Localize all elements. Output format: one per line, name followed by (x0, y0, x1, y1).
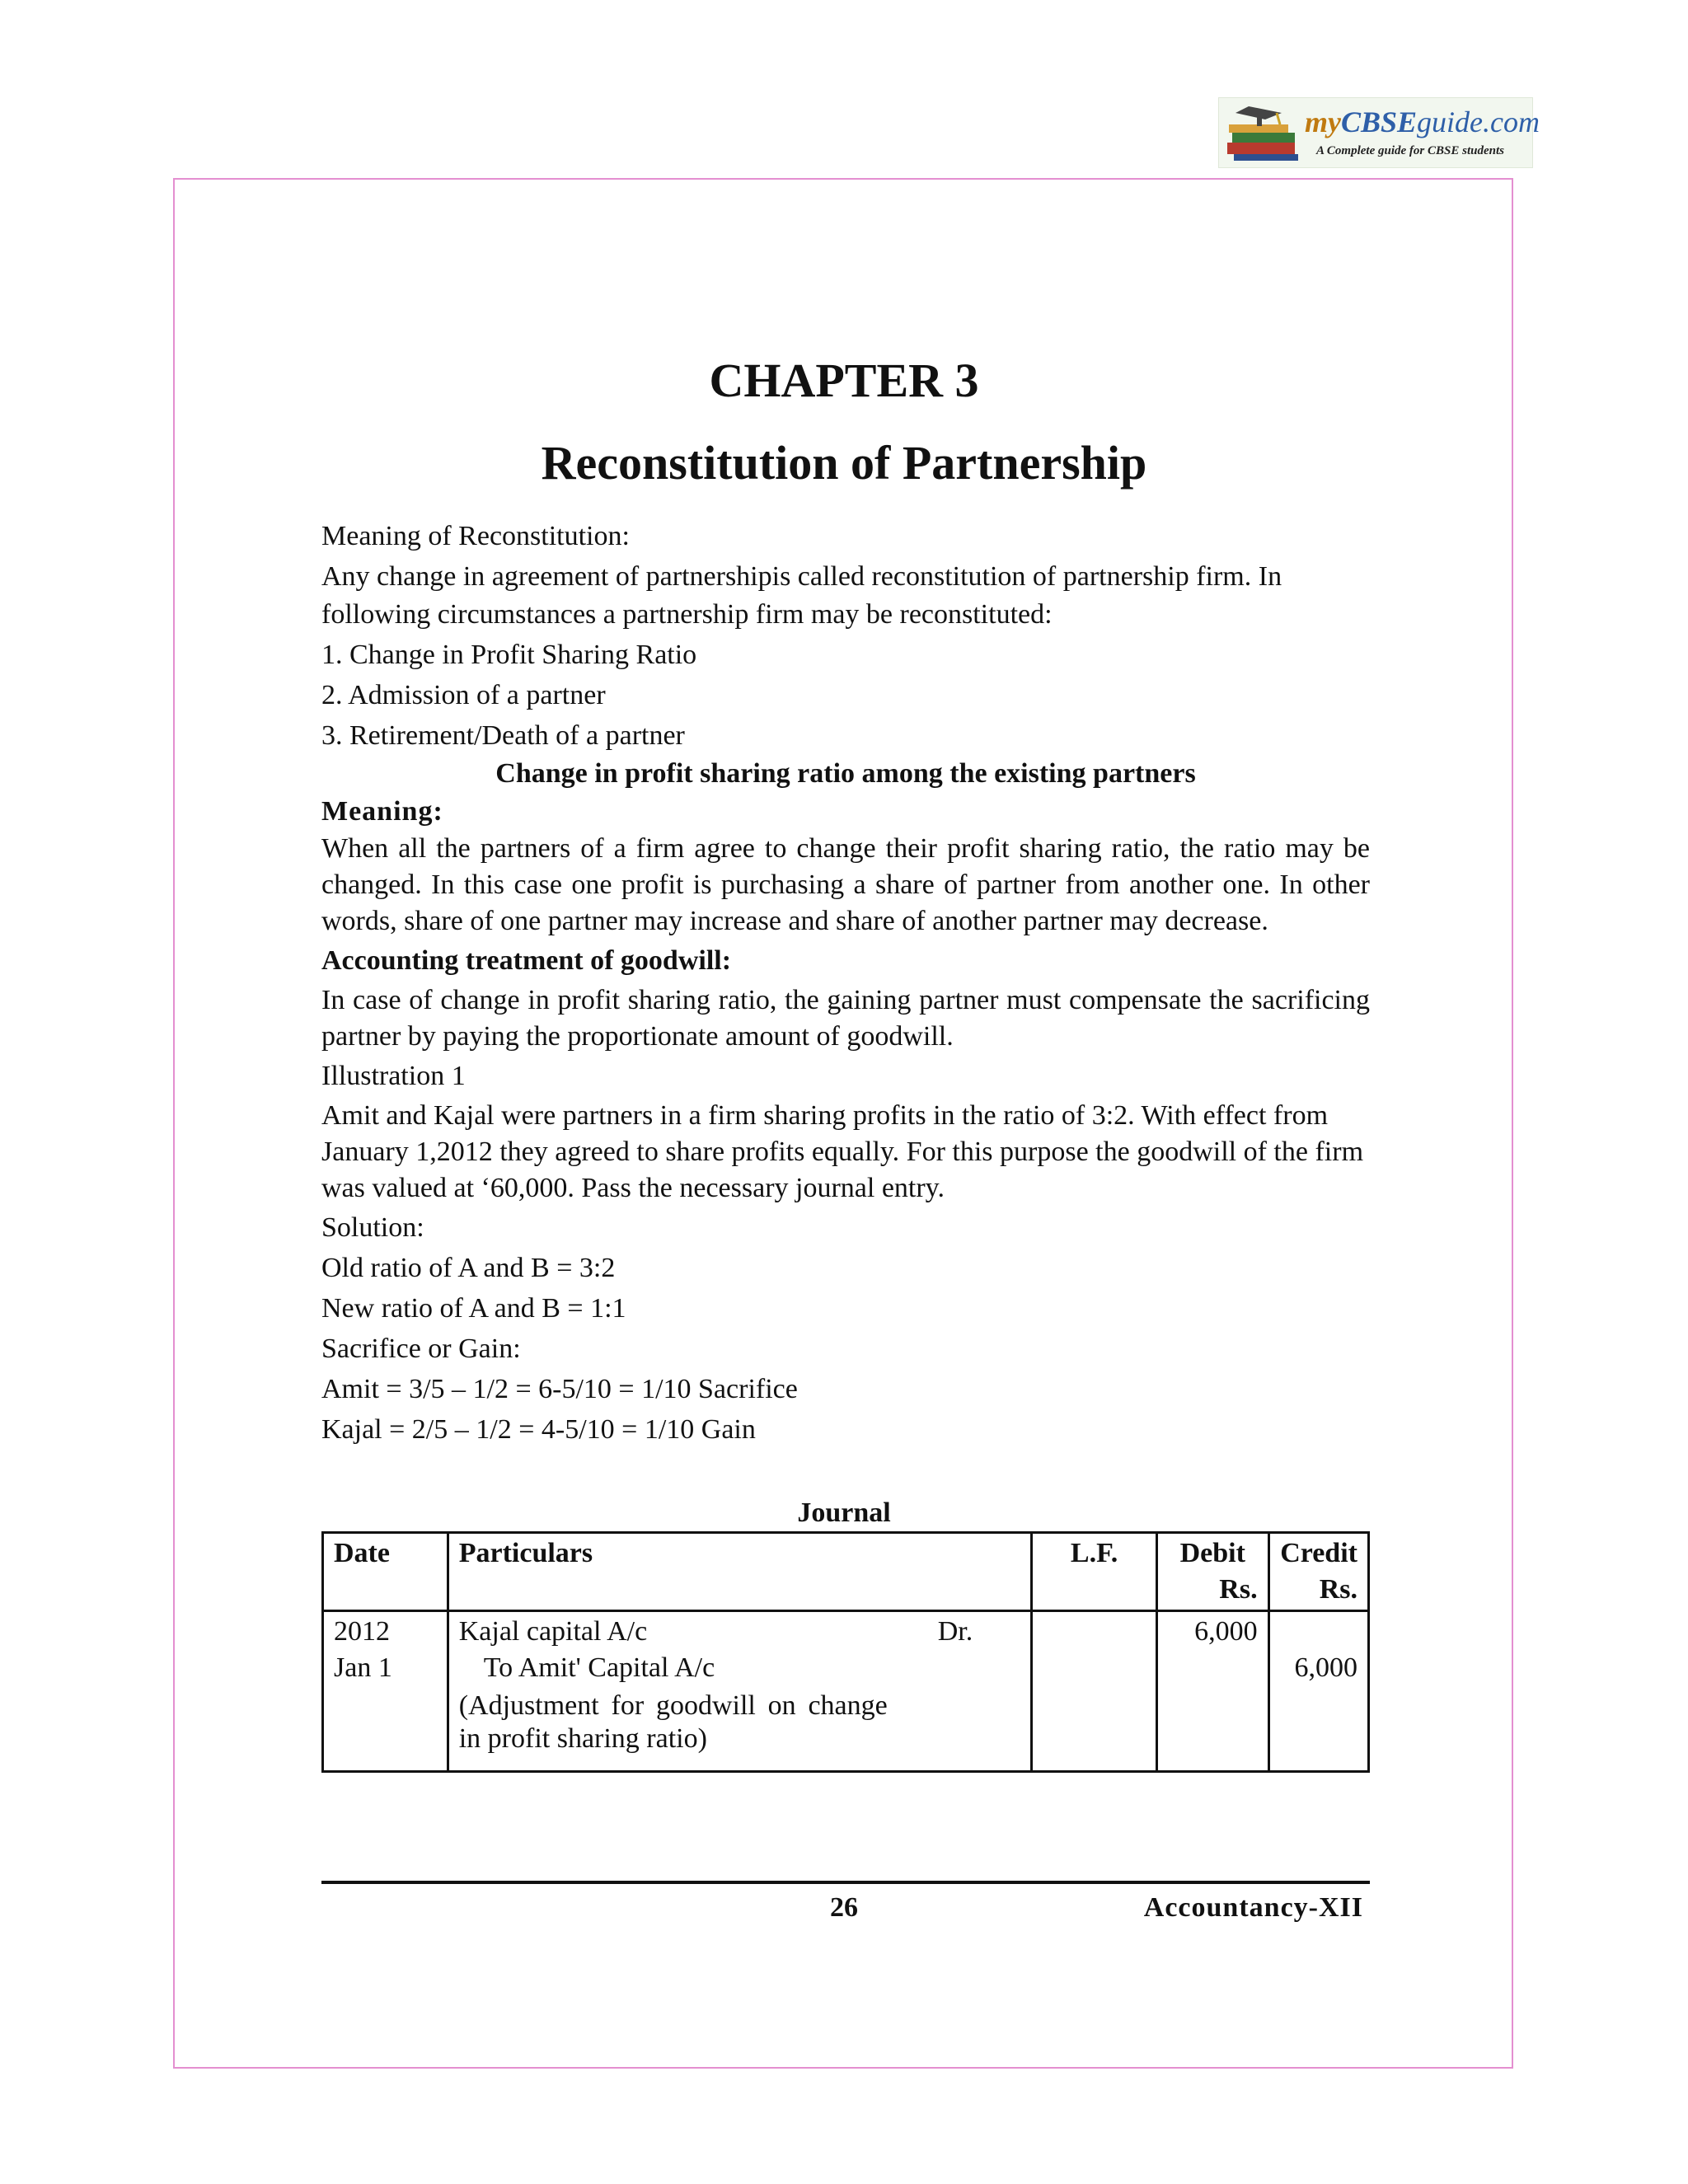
header-credit-unit: Rs. (1319, 1574, 1357, 1605)
header-particulars: Particulars (448, 1533, 1031, 1611)
chapter-title: Reconstitution of Partnership (541, 436, 1147, 490)
entry-debit: 6,000 (1156, 1611, 1268, 1772)
entry-year: 2012 (334, 1616, 390, 1647)
chapter-number: CHAPTER 3 (709, 354, 979, 407)
book-name: Accountancy-XII (1143, 1892, 1363, 1923)
narration: (Adjustment for goodwill on change in profit sharing ratio) (458, 1690, 888, 1754)
entry-particulars (448, 1611, 1031, 1772)
meaning-label: Meaning of Reconstitution: (321, 521, 630, 551)
list-item: 2. Admission of a partner (321, 680, 606, 710)
list-item: 3. Retirement/Death of a partner (321, 720, 685, 751)
page-number: 26 (830, 1892, 858, 1923)
journal-entry-row (323, 1611, 1369, 1772)
entry-day: Jan 1 (334, 1652, 392, 1683)
logo-wordmark: myCBSEguide.com (1305, 105, 1540, 138)
solution-line: Amit = 3/5 – 1/2 = 6-5/10 = 1/10 Sacrifice (321, 1374, 798, 1404)
header-lf: L.F. (1032, 1533, 1157, 1611)
logo-tagline: A Complete guide for CBSE students (1316, 144, 1504, 157)
entry-credit (1268, 1611, 1368, 1772)
goodwill-heading: Accounting treatment of goodwill: (321, 945, 732, 976)
books-icon (1224, 103, 1303, 164)
list-item: 1. Change in Profit Sharing Ratio (321, 640, 697, 670)
solution-line: Kajal = 2/5 – 1/2 = 4-5/10 = 1/10 Gain (321, 1414, 756, 1445)
meaning-heading: Meaning: (321, 796, 443, 827)
header-credit (1268, 1533, 1368, 1611)
illustration-label: Illustration 1 (321, 1061, 466, 1091)
header-debit-label: Debit (1179, 1538, 1245, 1568)
entry-lf (1032, 1611, 1157, 1772)
goodwill-paragraph: In case of change in profit sharing ratio, the gaining partner must compensate the sacrificing partner by paying the proportionate amount of goodwill. (321, 985, 1370, 1052)
credit-account: To Amit' Capital A/c (483, 1652, 715, 1683)
solution-line: Old ratio of A and B = 3:2 (321, 1253, 616, 1283)
header-debit-unit: Rs. (1219, 1574, 1258, 1605)
entry-credit-amount: 6,000 (1294, 1652, 1357, 1683)
journal-title: Journal (797, 1497, 891, 1528)
solution-line: New ratio of A and B = 1:1 (321, 1293, 626, 1324)
journal-header-row (323, 1533, 1369, 1611)
header-credit-label: Credit (1280, 1538, 1357, 1568)
meaning-paragraph: When all the partners of a firm agree to change their profit sharing ratio, the ratio may be changed. In this case one profit is purchasing a share of partner from another one. In other words, share of one partner may increase and share of another partner may decrease. (321, 833, 1370, 936)
debit-account: Kajal capital A/c (458, 1616, 648, 1647)
journal-table (321, 1531, 1370, 1773)
illustration-paragraph: Amit and Kajal were partners in a firm sharing profits in the ratio of 3:2. With effect from January 1,2012 they agreed to share profits equally. For this purpose the goodwill of the firm was valued at ‘60,000. Pass the necessary journal entry. (321, 1100, 1364, 1203)
entry-date (323, 1611, 448, 1772)
dr-label: Dr. (937, 1616, 973, 1647)
solution-label: Solution: (321, 1212, 424, 1243)
solution-line: Sacrifice or Gain: (321, 1333, 521, 1364)
footer-rule (321, 1881, 1370, 1884)
header-debit (1156, 1533, 1268, 1611)
intro-paragraph: Any change in agreement of partnershipis called reconstitution of partnership firm. In following circumstances a partnership firm may be reconstituted: (321, 561, 1282, 630)
section-heading: Change in profit sharing ratio among the existing partners (495, 758, 1196, 789)
body-content (321, 518, 1370, 1449)
site-logo[interactable] (1218, 97, 1540, 168)
header-date: Date (323, 1533, 448, 1611)
